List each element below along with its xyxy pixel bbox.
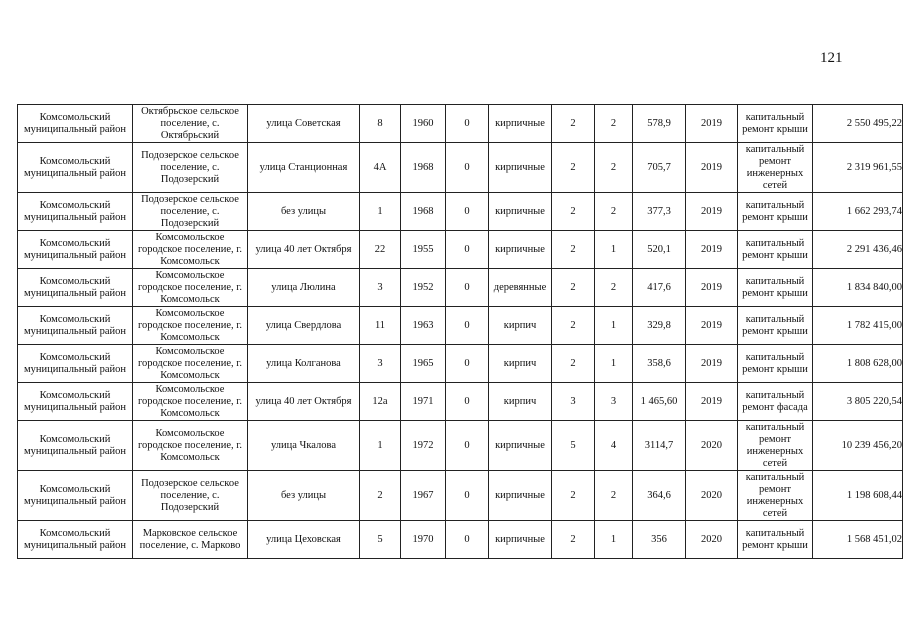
value-cell: 0 xyxy=(446,143,489,193)
table-body xyxy=(18,105,903,559)
wall-material-cell: кирпичные xyxy=(489,521,552,559)
street-cell: улица 40 лет Октября xyxy=(248,383,360,421)
district-cell: Комсомольский муниципальный район xyxy=(18,307,133,345)
area-cell: 1 465,60 xyxy=(633,383,686,421)
street-cell: улица Чкалова xyxy=(248,421,360,471)
area-cell: 3114,7 xyxy=(633,421,686,471)
repair-year-cell: 2020 xyxy=(686,471,738,521)
repair-year-cell: 2019 xyxy=(686,231,738,269)
area-cell: 356 xyxy=(633,521,686,559)
value-cell: 0 xyxy=(446,383,489,421)
table-row xyxy=(18,105,903,143)
repair-year-cell: 2019 xyxy=(686,345,738,383)
wall-material-cell: кирпич xyxy=(489,307,552,345)
floors-cell: 2 xyxy=(552,105,595,143)
wall-material-cell: деревянные xyxy=(489,269,552,307)
district-cell: Комсомольский муниципальный район xyxy=(18,193,133,231)
cost-cell: 1 834 840,00 xyxy=(813,269,903,307)
table-row xyxy=(18,143,903,193)
settlement-cell: Подозерское сельское поселение, с. Подозерский xyxy=(133,143,248,193)
entrances-cell: 2 xyxy=(595,105,633,143)
year-built-cell: 1970 xyxy=(401,521,446,559)
street-cell: улица Станционная xyxy=(248,143,360,193)
settlement-cell: Комсомольское городское поселение, г. Комсомольск xyxy=(133,383,248,421)
street-cell: без улицы xyxy=(248,471,360,521)
district-cell: Комсомольский муниципальный район xyxy=(18,105,133,143)
year-built-cell: 1968 xyxy=(401,193,446,231)
street-cell: улица Люлина xyxy=(248,269,360,307)
floors-cell: 5 xyxy=(552,421,595,471)
work-type-cell: капитальный ремонт крыши xyxy=(738,307,813,345)
street-cell: улица 40 лет Октября xyxy=(248,231,360,269)
repair-year-cell: 2019 xyxy=(686,193,738,231)
entrances-cell: 3 xyxy=(595,383,633,421)
house-number-cell: 3 xyxy=(360,345,401,383)
repair-year-cell: 2019 xyxy=(686,383,738,421)
table-row xyxy=(18,193,903,231)
area-cell: 364,6 xyxy=(633,471,686,521)
work-type-cell: капитальный ремонт крыши xyxy=(738,269,813,307)
cost-cell: 1 808 628,00 xyxy=(813,345,903,383)
capital-repair-table xyxy=(17,104,903,559)
district-cell: Комсомольский муниципальный район xyxy=(18,345,133,383)
settlement-cell: Подозерское сельское поселение, с. Подозерский xyxy=(133,193,248,231)
table-row xyxy=(18,521,903,559)
floors-cell: 2 xyxy=(552,521,595,559)
wall-material-cell: кирпич xyxy=(489,345,552,383)
wall-material-cell: кирпичные xyxy=(489,193,552,231)
year-built-cell: 1963 xyxy=(401,307,446,345)
district-cell: Комсомольский муниципальный район xyxy=(18,421,133,471)
district-cell: Комсомольский муниципальный район xyxy=(18,521,133,559)
floors-cell: 2 xyxy=(552,345,595,383)
settlement-cell: Октябрьское сельское поселение, с. Октябрьский xyxy=(133,105,248,143)
table-row xyxy=(18,383,903,421)
year-built-cell: 1971 xyxy=(401,383,446,421)
work-type-cell: капитальный ремонт крыши xyxy=(738,345,813,383)
work-type-cell: капитальный ремонт фасада xyxy=(738,383,813,421)
wall-material-cell: кирпичные xyxy=(489,143,552,193)
floors-cell: 2 xyxy=(552,269,595,307)
value-cell: 0 xyxy=(446,105,489,143)
cost-cell: 2 550 495,22 xyxy=(813,105,903,143)
house-number-cell: 12а xyxy=(360,383,401,421)
settlement-cell: Комсомольское городское поселение, г. Комсомольск xyxy=(133,231,248,269)
house-number-cell: 11 xyxy=(360,307,401,345)
house-number-cell: 4А xyxy=(360,143,401,193)
cost-cell: 10 239 456,20 xyxy=(813,421,903,471)
floors-cell: 3 xyxy=(552,383,595,421)
value-cell: 0 xyxy=(446,193,489,231)
area-cell: 329,8 xyxy=(633,307,686,345)
table-row xyxy=(18,471,903,521)
page-number: 121 xyxy=(820,50,843,66)
work-type-cell: капитальный ремонт крыши xyxy=(738,231,813,269)
area-cell: 417,6 xyxy=(633,269,686,307)
repair-year-cell: 2019 xyxy=(686,143,738,193)
value-cell: 0 xyxy=(446,345,489,383)
district-cell: Комсомольский муниципальный район xyxy=(18,383,133,421)
value-cell: 0 xyxy=(446,421,489,471)
district-cell: Комсомольский муниципальный район xyxy=(18,471,133,521)
cost-cell: 1 568 451,02 xyxy=(813,521,903,559)
work-type-cell: капитальный ремонт крыши xyxy=(738,521,813,559)
settlement-cell: Марковское сельское поселение, с. Марково xyxy=(133,521,248,559)
year-built-cell: 1955 xyxy=(401,231,446,269)
settlement-cell: Комсомольское городское поселение, г. Комсомольск xyxy=(133,345,248,383)
floors-cell: 2 xyxy=(552,471,595,521)
work-type-cell: капитальный ремонт крыши xyxy=(738,105,813,143)
year-built-cell: 1952 xyxy=(401,269,446,307)
area-cell: 578,9 xyxy=(633,105,686,143)
settlement-cell: Подозерское сельское поселение, с. Подозерский xyxy=(133,471,248,521)
year-built-cell: 1967 xyxy=(401,471,446,521)
year-built-cell: 1960 xyxy=(401,105,446,143)
value-cell: 0 xyxy=(446,521,489,559)
settlement-cell: Комсомольское городское поселение, г. Комсомольск xyxy=(133,421,248,471)
area-cell: 705,7 xyxy=(633,143,686,193)
cost-cell: 1 662 293,74 xyxy=(813,193,903,231)
house-number-cell: 3 xyxy=(360,269,401,307)
work-type-cell: капитальный ремонт крыши xyxy=(738,193,813,231)
entrances-cell: 2 xyxy=(595,143,633,193)
repair-year-cell: 2019 xyxy=(686,269,738,307)
area-cell: 358,6 xyxy=(633,345,686,383)
cost-cell: 2 319 961,55 xyxy=(813,143,903,193)
house-number-cell: 22 xyxy=(360,231,401,269)
cost-cell: 1 198 608,44 xyxy=(813,471,903,521)
entrances-cell: 1 xyxy=(595,345,633,383)
floors-cell: 2 xyxy=(552,231,595,269)
value-cell: 0 xyxy=(446,307,489,345)
value-cell: 0 xyxy=(446,231,489,269)
entrances-cell: 1 xyxy=(595,307,633,345)
floors-cell: 2 xyxy=(552,193,595,231)
cost-cell: 3 805 220,54 xyxy=(813,383,903,421)
work-type-cell: капитальный ремонт инженерных сетей xyxy=(738,143,813,193)
table-row xyxy=(18,231,903,269)
entrances-cell: 2 xyxy=(595,193,633,231)
entrances-cell: 1 xyxy=(595,231,633,269)
table-row xyxy=(18,307,903,345)
floors-cell: 2 xyxy=(552,307,595,345)
settlement-cell: Комсомольское городское поселение, г. Комсомольск xyxy=(133,269,248,307)
street-cell: улица Колганова xyxy=(248,345,360,383)
wall-material-cell: кирпичные xyxy=(489,421,552,471)
wall-material-cell: кирпичные xyxy=(489,471,552,521)
street-cell: без улицы xyxy=(248,193,360,231)
house-number-cell: 8 xyxy=(360,105,401,143)
street-cell: улица Цеховская xyxy=(248,521,360,559)
floors-cell: 2 xyxy=(552,143,595,193)
house-number-cell: 1 xyxy=(360,193,401,231)
district-cell: Комсомольский муниципальный район xyxy=(18,231,133,269)
entrances-cell: 2 xyxy=(595,471,633,521)
entrances-cell: 1 xyxy=(595,521,633,559)
entrances-cell: 4 xyxy=(595,421,633,471)
house-number-cell: 2 xyxy=(360,471,401,521)
repair-year-cell: 2020 xyxy=(686,521,738,559)
area-cell: 520,1 xyxy=(633,231,686,269)
repair-year-cell: 2019 xyxy=(686,307,738,345)
wall-material-cell: кирпич xyxy=(489,383,552,421)
house-number-cell: 5 xyxy=(360,521,401,559)
repair-year-cell: 2019 xyxy=(686,105,738,143)
cost-cell: 1 782 415,00 xyxy=(813,307,903,345)
district-cell: Комсомольский муниципальный район xyxy=(18,143,133,193)
table-row xyxy=(18,269,903,307)
entrances-cell: 2 xyxy=(595,269,633,307)
wall-material-cell: кирпичные xyxy=(489,105,552,143)
year-built-cell: 1965 xyxy=(401,345,446,383)
table-row xyxy=(18,421,903,471)
value-cell: 0 xyxy=(446,471,489,521)
repair-year-cell: 2020 xyxy=(686,421,738,471)
district-cell: Комсомольский муниципальный район xyxy=(18,269,133,307)
street-cell: улица Советская xyxy=(248,105,360,143)
table-row xyxy=(18,345,903,383)
wall-material-cell: кирпичные xyxy=(489,231,552,269)
cost-cell: 2 291 436,46 xyxy=(813,231,903,269)
work-type-cell: капитальный ремонт инженерных сетей xyxy=(738,421,813,471)
street-cell: улица Свердлова xyxy=(248,307,360,345)
house-number-cell: 1 xyxy=(360,421,401,471)
year-built-cell: 1972 xyxy=(401,421,446,471)
year-built-cell: 1968 xyxy=(401,143,446,193)
value-cell: 0 xyxy=(446,269,489,307)
settlement-cell: Комсомольское городское поселение, г. Комсомольск xyxy=(133,307,248,345)
area-cell: 377,3 xyxy=(633,193,686,231)
work-type-cell: капитальный ремонт инженерных сетей xyxy=(738,471,813,521)
